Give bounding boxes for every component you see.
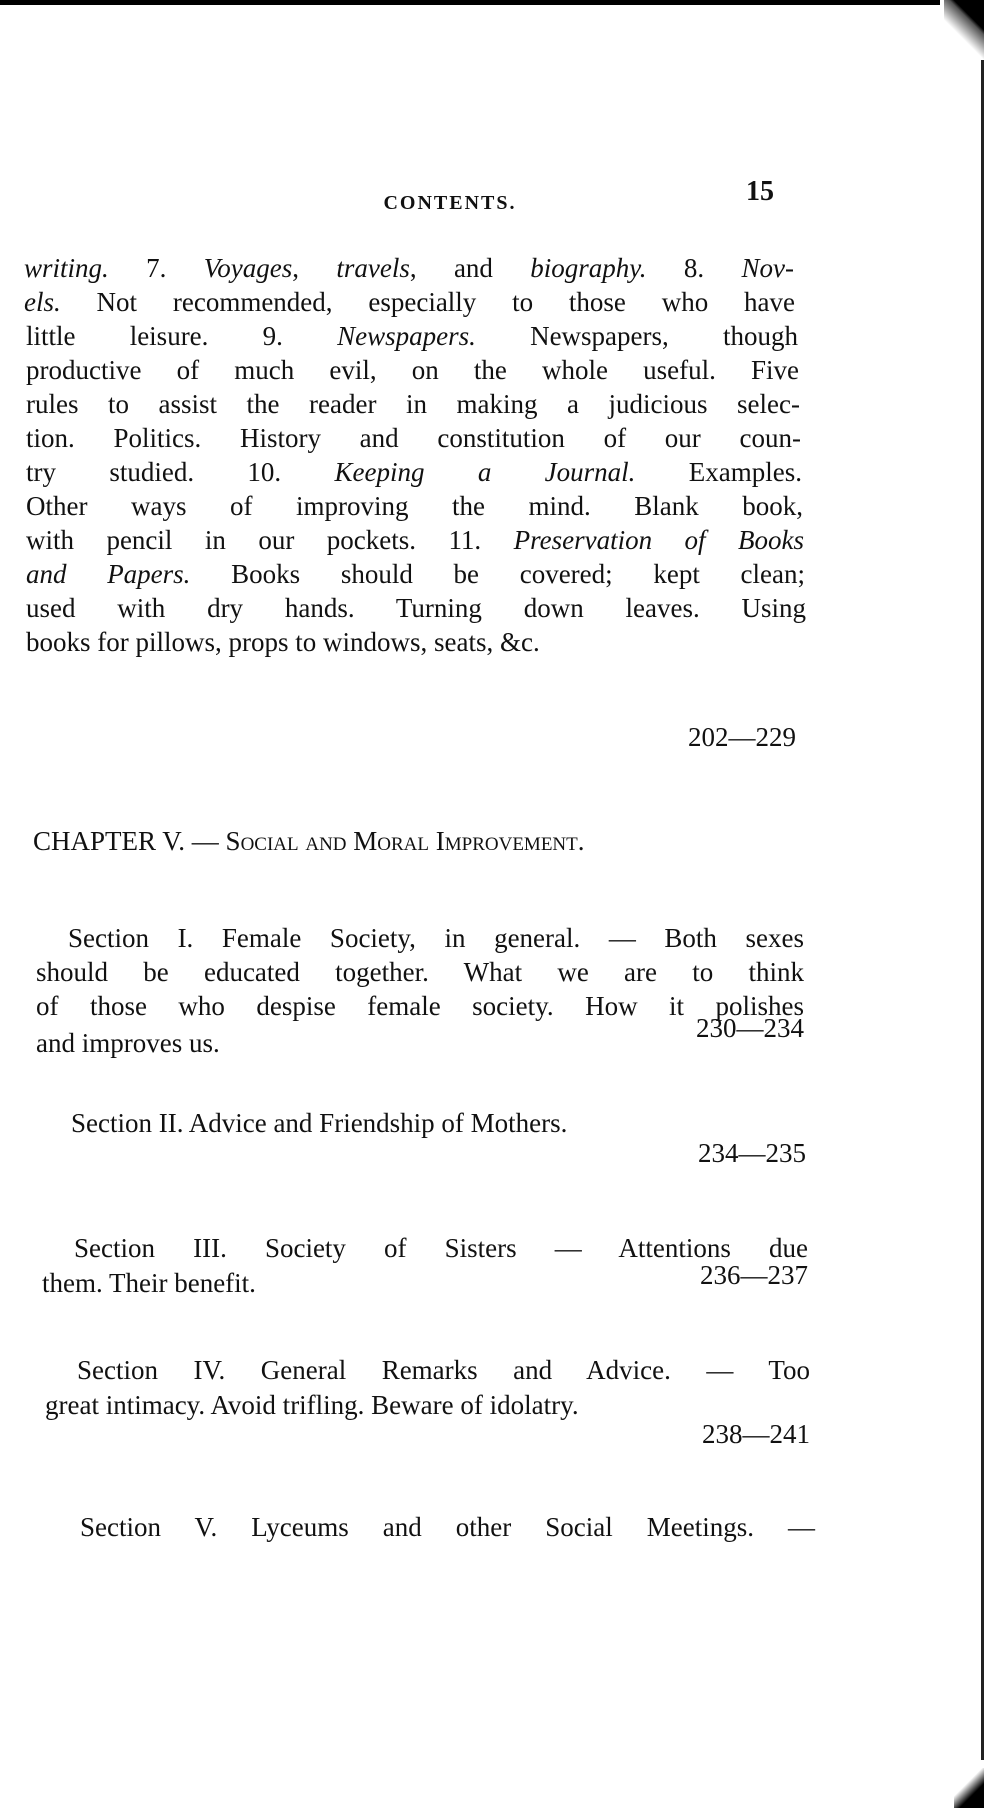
page-range: 202—229 — [688, 722, 796, 752]
running-header: CONTENTS. — [383, 192, 517, 214]
section-line: Section II. Advice and Friendship of Mothers. — [71, 1108, 568, 1138]
text-segment: productive of much evil, on the whole useful. Five — [26, 355, 799, 385]
page-range: 236—237 — [700, 1260, 808, 1290]
text-line — [26, 595, 806, 622]
section-line: Section III. Society of Sisters — Attentions due — [74, 1233, 808, 1263]
italic-text: Voyages — [203, 253, 293, 283]
text-segment: Not recommended, especially to those who have — [60, 287, 795, 317]
text-segment: books for pillows, props to windows, seats, &c. — [26, 627, 540, 657]
page-number: 15 — [746, 176, 774, 207]
scan-top-edge — [0, 0, 940, 5]
text-segment: try studied. 10. — [26, 457, 335, 487]
section-line: Section V. Lyceums and other Social Meetings. — — [80, 1512, 815, 1542]
text-segment: , and — [409, 253, 531, 283]
scan-page-curl-bottom — [954, 1768, 984, 1808]
italic-text: els. — [24, 287, 61, 317]
section-line: great intimacy. Avoid trifling. Beware of idolatry. — [45, 1390, 579, 1420]
text-segment: Other ways of improving the mind. Blank book, — [26, 491, 803, 521]
italic-text: biography. — [530, 253, 647, 283]
text-segment: Books should be covered; kept clean; — [190, 559, 805, 589]
italic-text: Newspapers. — [337, 321, 476, 351]
chapter-label: CHAPTER V. — — [33, 826, 219, 856]
text-segment: tion. Politics. History and constitution of our coun- — [26, 423, 801, 453]
text-line — [26, 357, 799, 384]
italic-text: Keeping a Journal. — [334, 457, 636, 487]
text-segment: 8. — [646, 253, 742, 283]
text-line — [24, 289, 795, 316]
text-segment: with pencil in our pockets. 11. — [26, 525, 514, 555]
text-segment: , — [292, 253, 337, 283]
text-line — [26, 391, 800, 418]
text-line — [26, 323, 798, 350]
italic-text: Nov- — [741, 253, 795, 283]
text-segment: 7. — [108, 253, 204, 283]
chapter-heading — [33, 826, 585, 857]
section-line: of those who despise female society. How it polishes — [36, 991, 804, 1021]
text-line — [26, 629, 806, 656]
italic-text: Preservation of Books — [513, 525, 804, 555]
text-line — [26, 527, 804, 554]
text-line — [26, 459, 802, 486]
italic-text: travels — [336, 253, 410, 283]
section-line: Section I. Female Society, in general. — Both sexes — [68, 923, 804, 953]
section-line: and improves us. — [36, 1028, 220, 1058]
text-line — [26, 425, 801, 452]
section-line: them. Their benefit. — [42, 1268, 256, 1298]
text-segment: little leisure. 9. — [26, 321, 338, 351]
italic-text: writing. — [24, 253, 109, 283]
italic-text: and Papers. — [26, 559, 191, 589]
page-range: 238—241 — [702, 1419, 810, 1449]
page-range: 234—235 — [698, 1138, 806, 1168]
text-segment: used with dry hands. Turning down leaves. Using — [26, 593, 806, 623]
text-line — [24, 255, 794, 282]
text-segment: Examples. — [635, 457, 802, 487]
page-range: 230—234 — [696, 1013, 804, 1043]
text-segment: rules to assist the reader in making a judicious selec- — [26, 389, 800, 419]
text-segment: Newspapers, though — [475, 321, 798, 351]
section-line: should be educated together. What we are to think — [36, 957, 804, 987]
section-line: Section IV. General Remarks and Advice. — Too — [77, 1355, 810, 1385]
chapter-title: Social and Moral Improvement. — [225, 826, 585, 856]
scan-page-curl — [944, 0, 984, 60]
text-line — [26, 561, 805, 588]
text-line — [26, 493, 803, 520]
